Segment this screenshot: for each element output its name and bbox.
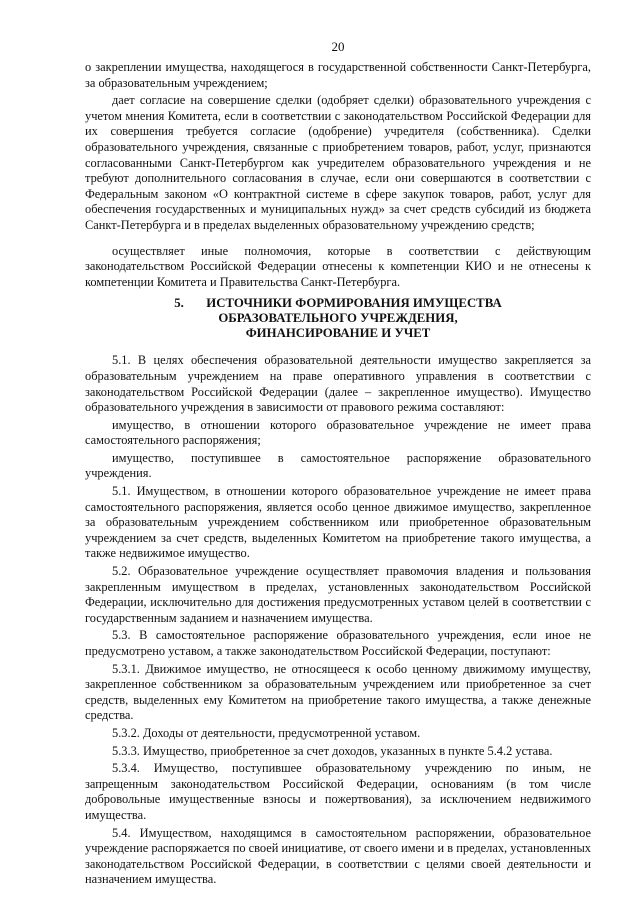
document-body xyxy=(85,60,591,890)
paragraph: 5.3.1. Движимое имущество, не относящееся к особо ценному движимому имуществу, закрепленное собственником за образовательным учреждением или приобретенное за счет средств, выделенных ему Комитетом на приобретение такого имущества, а также денежные средства. xyxy=(85,661,591,723)
paragraph: 5.3.4. Имущество, поступившее образовательному учреждению по иным, не запрещенным законодательством Российской Федерации, основаниям (в том числе добровольные имущественные взносы и пожертвования), за исключением недвижимого имущества. xyxy=(85,761,591,822)
paragraph: о закреплении имущества, находящегося в государственной собственности Санкт-Петербурга, за образовательным учреждением; xyxy=(85,60,591,90)
section-heading xyxy=(85,296,591,341)
paragraph: 5.4. Имуществом, находящимся в самостоятельном распоряжении, образовательное учреждение распоряжается по своей инициативе, от своего имени и в пределах, установленных законодательством Российской Федерации, в соответствии с целями своей деятельности и назначением имущества. xyxy=(85,825,591,887)
paragraph: 5.3.3. Имущество, приобретенное за счет доходов, указанных в пункте 5.4.2 устава. xyxy=(112,743,553,758)
section-title-line2: ОБРАЗОВАТЕЛЬНОГО УЧРЕЖДЕНИЯ, xyxy=(218,311,458,326)
paragraph: дает согласие на совершение сделки (одобряет сделки) образовательного учреждения с учетом мнения Комитета, если в соответствии с законодательством Российской Федерации для их совершения требуется согласие (одобрение) учредителя (собственника). Сделки образовательного учреждения, связанные с приобретением товаров, работ, услуг, признаются согласованными Санкт-Петербургом как учредителем образовательного учреждения и не требуют дополнительного согласования в случае, если они совершаются в соответствии с Федеральным законом «О контрактной системе в сфере закупок товаров, работ, услуг для обеспечения государственных и муниципальных нужд» за счет средств субсидий из бюджета Санкт-Петербурга и в пределах выделенных образовательному учреждению средств; xyxy=(85,93,591,232)
section-title-line1: ИСТОЧНИКИ ФОРМИРОВАНИЯ ИМУЩЕСТВА xyxy=(206,296,502,311)
paragraph: 5.3.2. Доходы от деятельности, предусмотренной уставом. xyxy=(112,725,421,740)
paragraph: осуществляет иные полномочия, которые в соответствии с действующим законодательством Российской Федерации отнесены к компетенции КИО и не отнесены к компетенции Комитета и Правительства Санкт-Петербурга. xyxy=(85,243,591,289)
page-number: 20 xyxy=(331,39,345,54)
paragraph: 5.3. В самостоятельное распоряжение образовательного учреждения, если иное не предусмотрено уставом, а также законодательством Российской Федерации, поступают: xyxy=(85,628,591,658)
paragraph: 5.2. Образовательное учреждение осуществляет правомочия владения и пользования закрепленным имуществом в пределах, установленных законодательством Российской Федерации, исключительно для достижения предусмотренных уставом целей в соответствии с государственным заданием и назначением имущества. xyxy=(85,564,591,625)
document-page xyxy=(85,0,591,905)
section-title-line3: ФИНАНСИРОВАНИЕ И УЧЕТ xyxy=(245,326,431,341)
paragraph: имущество, поступившее в самостоятельное распоряжение образовательного учреждения. xyxy=(85,450,591,481)
section-number: 5. xyxy=(174,296,184,311)
paragraph: 5.1. В целях обеспечения образовательной деятельности имущество закрепляется за образовательным учреждением на праве оперативного управления в соответствии с законодательством Российской Федерации (далее – закрепленное имущество). Имущество образовательного учреждения в зависимости от правового режима составляют: xyxy=(85,353,591,415)
paragraph: имущество, в отношении которого образовательное учреждение не имеет права самостоятельного распоряжения; xyxy=(85,417,591,448)
paragraph: 5.1. Имуществом, в отношении которого образовательное учреждение не имеет права самостоятельного распоряжения, является особо ценное движимое имущество, закрепленное за образовательным учреждением собственником или приобретенное образовательным учреждением за счет средств, выделенных Комитетом на приобретение такого имущества, а также недвижимое имущество. xyxy=(85,484,591,561)
